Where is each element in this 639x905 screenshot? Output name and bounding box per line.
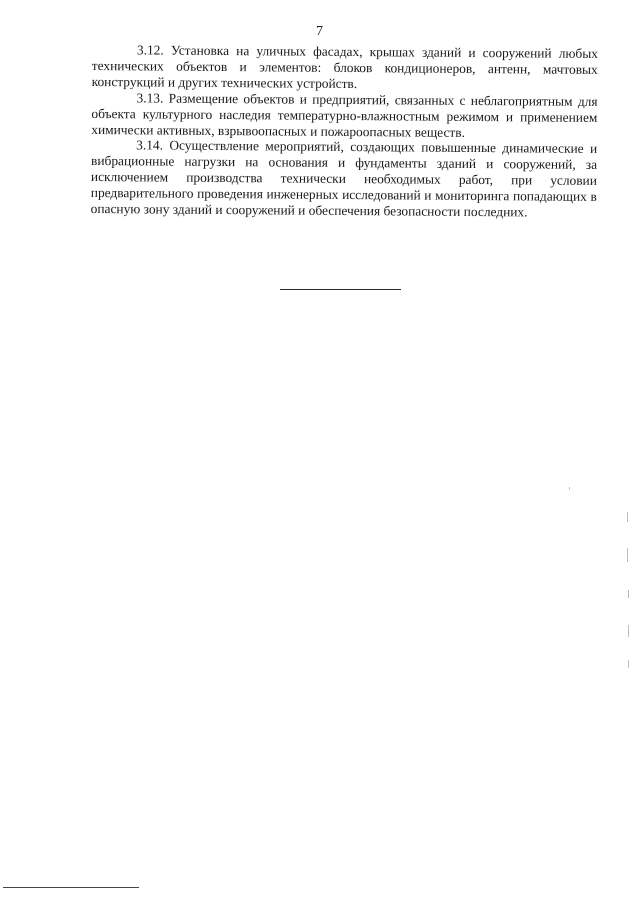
- scan-artifact: [628, 625, 629, 637]
- scan-artifact: [628, 590, 629, 598]
- scan-artifact: [628, 660, 629, 668]
- scan-artifact: [569, 487, 570, 490]
- paragraph-3-12: 3.12. Установка на уличных фасадах, крышах зданий и сооружений любых технических объектов и элементов: блоков кондиционеров, антенн, мачтовых конструкций и других технических устройств.: [91, 42, 598, 91]
- document-body: [91, 42, 598, 221]
- scan-artifact: [627, 548, 628, 562]
- footer-rule: [3, 887, 139, 888]
- paragraph-3-14: 3.14. Осуществление мероприятий, создающих повышенные динамические и вибрационные нагрузки на основания и фундаменты зданий и сооружений, за исключением производства технически необходимых работ, при условии предварительного проведения инженерных исследований и мониторинга попадающих в опасную зону зданий и сооружений и обеспечения безопасности последних.: [90, 137, 598, 220]
- end-of-text-rule: [280, 289, 401, 290]
- page-number: 7: [316, 24, 323, 39]
- paragraph-3-13: 3.13. Размещение объектов и предприятий, связанных с неблагоприятным для объекта культурного наследия температурно-влажностным режимом и применением химически активных, взрывоопасных и пожароопасных веществ.: [91, 90, 598, 140]
- scan-artifact: [627, 512, 628, 522]
